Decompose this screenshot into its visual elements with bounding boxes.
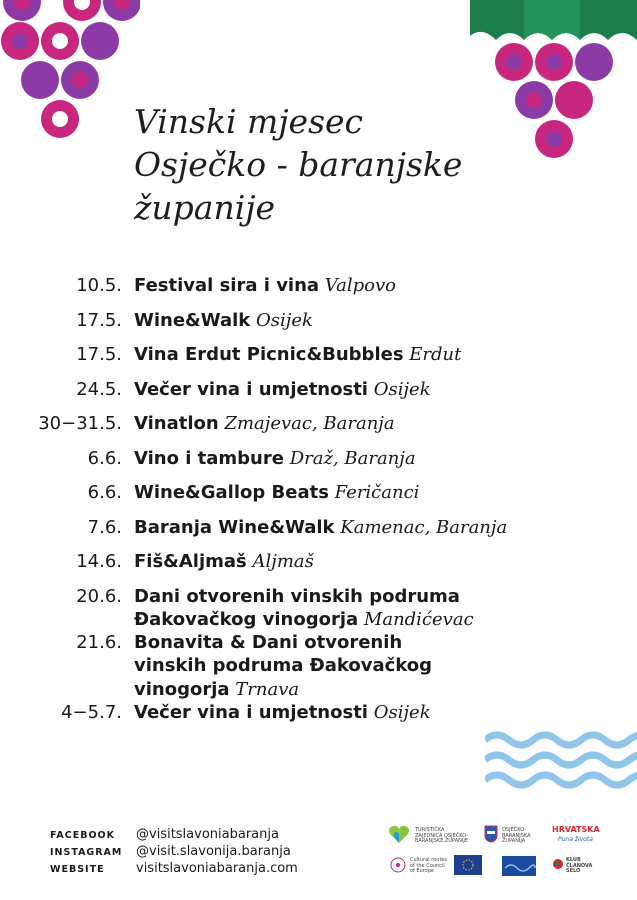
- waves-decoration: [485, 728, 637, 798]
- leaf-highlight: [524, 0, 580, 40]
- event-item: [0, 447, 637, 482]
- event-list: [0, 274, 637, 735]
- event-text: [134, 481, 594, 505]
- website-link[interactable]: visitslavoniabaranja.com: [136, 861, 298, 876]
- event-name: Dani otvorenih vinskih podruma Đakovačkog vinogorja: [134, 585, 460, 630]
- event-date: 14.6.: [76, 551, 122, 572]
- event-date: 17.5.: [76, 344, 122, 365]
- event-date: 6.6.: [87, 482, 122, 503]
- event-date: 10.5.: [76, 275, 122, 296]
- coe-logo-text: Cultural routes of the Council of Europe: [410, 857, 448, 874]
- event-text: [134, 309, 594, 333]
- event-item: [0, 631, 637, 701]
- event-name: Vina Erdut Picnic&Bubbles: [134, 344, 404, 365]
- event-location: Osijek: [255, 309, 313, 331]
- event-location: Feričanci: [334, 482, 420, 503]
- grape: [81, 22, 119, 60]
- event-name: Fiš&Aljmaš: [134, 551, 247, 572]
- event-name: Baranja Wine&Walk: [134, 516, 335, 538]
- hrvatska-slogan: Puna života: [558, 836, 593, 843]
- event-text: [134, 274, 594, 298]
- facebook-label: FACEBOOK: [50, 830, 115, 841]
- title-line-2: Osječko - baranjske: [134, 145, 463, 184]
- event-item: [0, 343, 637, 378]
- event-item: [0, 585, 637, 631]
- grape: [52, 111, 68, 127]
- event-location: Erdut: [409, 344, 462, 365]
- event-date: 21.6.: [76, 631, 122, 653]
- obz-logo-text: OSJEČKO-BARANJSKA ŽUPANIJA: [502, 827, 531, 844]
- instagram-label: INSTAGRAM: [50, 847, 123, 858]
- footer-contacts: [50, 826, 298, 877]
- heart-logo-icon: [388, 824, 410, 844]
- title-line-1: Vinski mjesec: [134, 102, 364, 141]
- event-text: [134, 343, 594, 367]
- event-date: 6.6.: [87, 447, 122, 469]
- partner-logos: [388, 822, 598, 882]
- event-name: Wine&Gallop Beats: [134, 482, 329, 503]
- page-title: [134, 100, 554, 229]
- event-location: Mandićevac: [363, 609, 474, 630]
- eu-flag-icon: [502, 856, 536, 876]
- event-location: Zmajevac, Baranja: [224, 413, 395, 434]
- selo-logo-icon: [552, 856, 564, 874]
- facebook-row: [50, 826, 298, 843]
- website-label: WEBSITE: [50, 864, 105, 875]
- event-date: 24.5.: [76, 378, 122, 400]
- event-name: Vino i tambure: [134, 447, 284, 469]
- event-location: Valpovo: [324, 275, 396, 296]
- instagram-link[interactable]: @visit.slavonija.baranja: [136, 844, 291, 859]
- event-item: [0, 516, 637, 551]
- event-location: Osijek: [373, 701, 431, 723]
- event-name: Večer vina i umjetnosti: [134, 701, 368, 723]
- wave-line: [485, 755, 637, 765]
- event-item: [0, 412, 637, 447]
- grape: [21, 61, 59, 99]
- facebook-link[interactable]: @visitslavoniabaranja: [136, 827, 279, 842]
- grape: [12, 33, 28, 49]
- event-text: [134, 631, 464, 702]
- grape: [52, 33, 68, 49]
- event-item: [0, 481, 637, 516]
- vine-logo-icon: [390, 856, 406, 874]
- hrvatska-logo: HRVATSKA: [552, 825, 600, 834]
- event-item: [0, 274, 637, 309]
- grapes-top-left-decoration: [0, 0, 140, 145]
- grape: [72, 72, 88, 88]
- event-name: Bonavita & Dani otvorenih vinskih podruma Đakovačkog vinogorja: [134, 631, 433, 700]
- event-date: 17.5.: [76, 309, 122, 331]
- grape: [506, 54, 522, 70]
- website-row: [50, 860, 298, 877]
- event-date: 20.6.: [76, 585, 122, 607]
- event-location: Kamenac, Baranja: [340, 516, 508, 538]
- crest-icon: [484, 825, 498, 843]
- event-text: [134, 550, 594, 574]
- event-text: [134, 516, 594, 540]
- grape: [575, 43, 613, 81]
- event-name: Večer vina i umjetnosti: [134, 378, 368, 400]
- event-name: Wine&Walk: [134, 309, 251, 331]
- event-location: Draž, Baranja: [289, 447, 416, 469]
- wave-line: [485, 775, 637, 785]
- event-name: Festival sira i vina: [134, 275, 320, 296]
- title-line-3: županije: [134, 188, 276, 227]
- event-text: [134, 378, 594, 402]
- grape: [555, 81, 593, 119]
- event-date: 30−31.5.: [38, 413, 122, 434]
- event-location: Osijek: [373, 378, 431, 400]
- event-text: [134, 701, 594, 725]
- event-text: [134, 447, 594, 471]
- event-text: [134, 585, 494, 632]
- event-date: 4−5.7.: [61, 701, 122, 723]
- instagram-row: [50, 843, 298, 860]
- selo-logo-text: KLUB ČLANOVA SELO: [566, 857, 593, 874]
- event-item: [0, 550, 637, 585]
- council-of-europe-icon: [454, 855, 482, 875]
- event-name: Vinatlon: [134, 413, 219, 434]
- event-item: [0, 378, 637, 413]
- event-location: Trnava: [235, 678, 300, 700]
- event-date: 7.6.: [87, 516, 122, 538]
- event-text: [134, 412, 594, 436]
- event-item: [0, 309, 637, 344]
- wave-line: [485, 735, 637, 745]
- tz-logo-text: TURISTIČKA ZAJEDNICA OSJEČKO-BARANJSKE ŽUPANIJE: [415, 827, 469, 844]
- grape: [546, 54, 562, 70]
- event-location: Aljmaš: [252, 551, 314, 572]
